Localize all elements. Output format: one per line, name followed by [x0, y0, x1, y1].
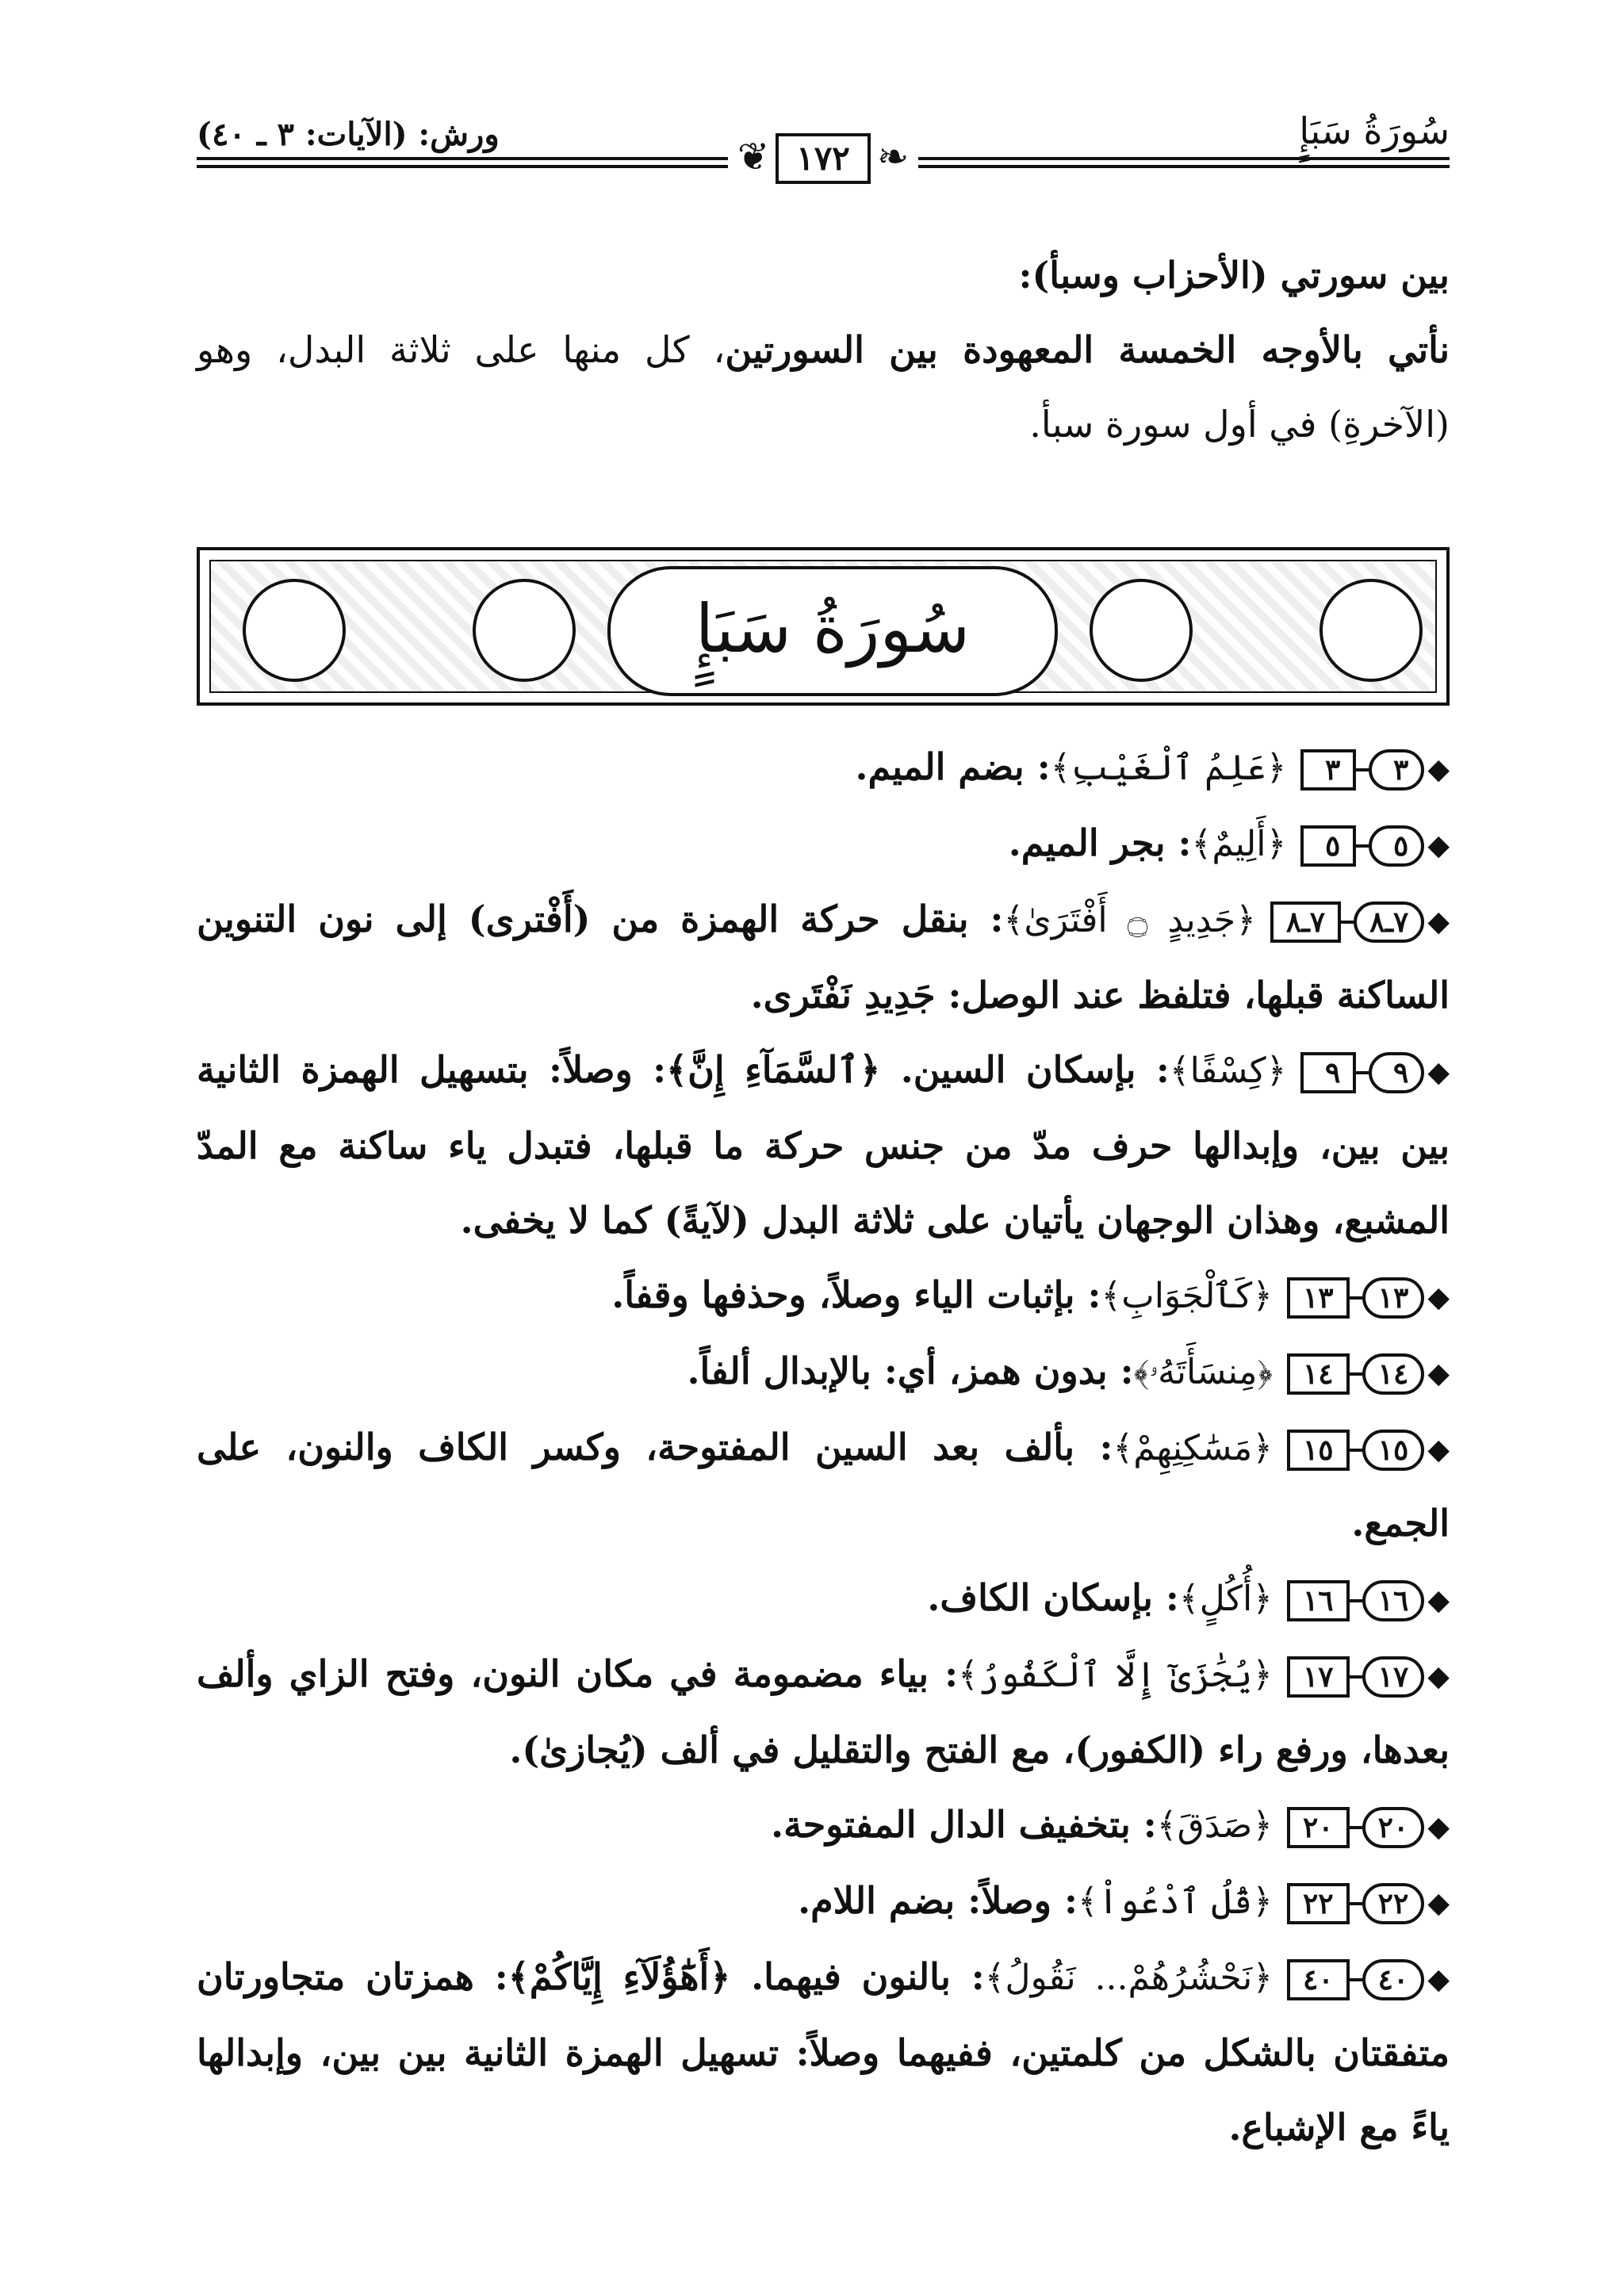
- bullet-icon: ◆: [1427, 1281, 1450, 1314]
- verse-number-box: ٥: [1300, 825, 1356, 867]
- verse-number-box: ١٦: [1287, 1580, 1350, 1621]
- ornament-icon: ❦: [737, 135, 770, 179]
- connector-line: [1350, 1826, 1362, 1829]
- bullet-icon: ◆: [1427, 1056, 1450, 1089]
- verse-number-tag: [1282, 1656, 1450, 1698]
- arabesque-medallion-icon: [1090, 579, 1193, 682]
- verse-note: [197, 1258, 1450, 1334]
- reading-rule: : بإثبات الياء وصلاً، وحذفها وقفاً.: [611, 1273, 1101, 1316]
- ornament-icon: ❧: [877, 135, 910, 179]
- bullet-icon: ◆: [1427, 1811, 1450, 1843]
- quran-word: ﴿كَٱلْجَوَابِ﴾: [1101, 1276, 1273, 1316]
- banner-pattern: [209, 560, 1437, 693]
- connector-line: [1350, 1902, 1362, 1905]
- quran-word: ﴿جَدِيدٍ ۝ أَفْتَرَىٰ﴾: [1003, 900, 1256, 940]
- connector-line: [1350, 1978, 1362, 1981]
- verse-number-tag: [1296, 749, 1450, 790]
- verse-number-box: ٤٠: [1287, 1959, 1350, 2000]
- verse-note: [197, 1334, 1450, 1410]
- verse-notes-list: [197, 729, 1450, 2165]
- connector-line: [1350, 1599, 1362, 1602]
- intro-rest-text: ، كل منها على ثلاثة البدل، وهو (الآخرةِ) في أول سورة سبأ.: [197, 328, 1450, 446]
- verse-number-oval: ٣: [1369, 749, 1424, 790]
- reading-rule: : بتخفيف الدال المفتوحة.: [771, 1803, 1157, 1846]
- reading-rule: : بدون همز، أي: بالإبدال ألفاً.: [687, 1349, 1134, 1392]
- quran-word: ﴿عَلِمُ ٱلْغَيْبِ﴾: [1050, 748, 1287, 788]
- verse-number-tag: [1282, 1807, 1450, 1848]
- header-rule: [197, 157, 728, 160]
- surah-title-header: سُورَةُ سَبَإٍ: [1299, 109, 1450, 152]
- verse-number-box: ١٣: [1287, 1277, 1350, 1319]
- connector-line: [1350, 1675, 1362, 1679]
- verse-number-oval: ٢٠: [1362, 1807, 1425, 1848]
- bullet-icon: ◆: [1427, 1963, 1450, 1996]
- verse-number-oval: ٥: [1369, 825, 1424, 867]
- reading-rule: : بإسكان السين. ﴿ٱلسَّمَآءِ إِنَّ﴾: وصلاً: بتسهيل الهمزة الثانية بين بين، وإبدالها حرف مدّ من جنس حركة ما قبلها، فتبدل ياء ساكنة مع المدّ المشبع، وهذان الوجهان يأتيان على ثلاثة البدل (لآيةً) كما لا يخفى.: [197, 1048, 1450, 1242]
- bullet-icon: ◆: [1427, 829, 1450, 862]
- verse-number-oval: ١٣: [1362, 1277, 1425, 1319]
- verse-note: [197, 1032, 1450, 1258]
- quran-word: ﴿نَحْشُرُهُمْ... نَقُولُ﴾: [984, 1958, 1273, 1998]
- reading-rule: : بإسكان الكاف.: [927, 1576, 1179, 1619]
- connector-line: [1350, 1372, 1362, 1376]
- connector-line: [1356, 768, 1369, 771]
- verse-number-tag: [1296, 1052, 1450, 1093]
- verse-number-box: ٣: [1300, 749, 1356, 790]
- page-header: [197, 101, 1450, 189]
- verse-number-tag: [1296, 825, 1450, 867]
- header-rule: [918, 165, 1450, 168]
- header-rule: [197, 165, 728, 168]
- verse-number-tag: [1282, 1353, 1450, 1395]
- verse-number-oval: ٤٠: [1362, 1959, 1425, 2000]
- quran-word: ﴿مِنسَأَتَهُۥ﴾: [1133, 1352, 1273, 1392]
- ayah-range-header: ورش: (الآيات: ٣ ـ ٤٠): [197, 116, 500, 153]
- verse-note: [197, 882, 1450, 1032]
- quran-word: ﴿صَدَقَ﴾: [1156, 1805, 1273, 1846]
- connector-line: [1356, 1071, 1369, 1074]
- connector-line: [1341, 921, 1354, 924]
- quran-word: ﴿مَسَٰكِنِهِمْ﴾: [1113, 1428, 1273, 1468]
- verse-number-box: ١٥: [1287, 1430, 1350, 1471]
- verse-number-box: ١٧: [1287, 1656, 1350, 1698]
- verse-number-tag: [1282, 1430, 1450, 1471]
- quran-word: ﴿كِسْفًا﴾: [1169, 1051, 1287, 1091]
- reading-rule: : بضم الميم.: [855, 745, 1051, 788]
- verse-number-box: ٧ـ٨: [1270, 902, 1341, 943]
- reading-rule: : بالنون فيهما. ﴿أَهَٰٓؤُلَآءِ إِيَّاكُمْ﴾: همزتان متجاورتان متفقتان بالشكل من كلمتين، ففيهما وصلاً: تسهيل الهمزة الثانية بين بين، وإبدالها ياءً مع الإشباع.: [197, 1955, 1450, 2149]
- verse-number-oval: ١٥: [1362, 1430, 1425, 1471]
- verse-note: [197, 1863, 1450, 1939]
- quran-word: ﴿أُكُلٍ﴾: [1178, 1579, 1273, 1619]
- verse-number-tag: [1282, 1959, 1450, 2000]
- verse-note: [197, 1939, 1450, 2165]
- bullet-icon: ◆: [1427, 1584, 1450, 1617]
- connector-line: [1350, 1296, 1362, 1300]
- bullet-icon: ◆: [1427, 1434, 1450, 1466]
- verse-number-oval: ٧ـ٨: [1354, 902, 1424, 943]
- connector-line: [1356, 844, 1369, 848]
- verse-number-tag: [1282, 1883, 1450, 1924]
- bullet-icon: ◆: [1427, 753, 1450, 786]
- reading-rule: : وصلاً: بضم اللام.: [798, 1879, 1078, 1922]
- bullet-icon: ◆: [1427, 1887, 1450, 1920]
- verse-number-box: ٩: [1300, 1052, 1356, 1093]
- verse-number-oval: ١٦: [1362, 1580, 1425, 1621]
- intro-bold-text: نأتي بالأوجه الخمسة المعهودة بين السورتين: [725, 328, 1450, 371]
- connector-line: [1350, 1449, 1362, 1452]
- surah-banner-title: سُورَةُ سَبَإٍ: [607, 566, 1058, 696]
- reading-rule: : بجر الميم.: [1008, 821, 1192, 864]
- verse-note: [197, 1410, 1450, 1560]
- verse-number-tag: [1282, 1580, 1450, 1621]
- verse-number-oval: ١٤: [1362, 1353, 1425, 1395]
- page-number: ١٧٢: [776, 133, 871, 184]
- bullet-icon: ◆: [1427, 1357, 1450, 1390]
- reading-rule: : بياء مضمومة في مكان النون، وفتح الزاي وألف بعدها، ورفع راء (الكفور)، مع الفتح والتقليل في ألف (يُجازىٰ).: [197, 1652, 1450, 1771]
- arabesque-medallion-icon: [1320, 579, 1423, 682]
- intro-paragraph: [197, 312, 1450, 461]
- quran-word: ﴿أَلِيمٌ﴾: [1191, 824, 1287, 864]
- bullet-icon: ◆: [1427, 1660, 1450, 1693]
- quran-word: ﴿قُلُ ٱدْعُواْ﴾: [1077, 1881, 1273, 1922]
- verse-note: [197, 806, 1450, 882]
- verse-note: [197, 1636, 1450, 1787]
- intro-section: [197, 238, 1450, 461]
- verse-number-tag: [1282, 1277, 1450, 1319]
- verse-number-oval: ١٧: [1362, 1656, 1425, 1698]
- verse-number-box: ٢٠: [1287, 1807, 1350, 1848]
- verse-number-box: ١٤: [1287, 1353, 1350, 1395]
- verse-number-oval: ٢٢: [1362, 1883, 1425, 1924]
- quran-word: ﴿يُجَٰزَىٰٓ إِلَّا ٱلْكَفُورُ﴾: [958, 1655, 1273, 1695]
- reading-rule: : بنقل حركة الهمزة من (أَفْترى) إلى نون التنوين الساكنة قبلها، فتلفظ عند الوصل: جَدِيدِ نَفْتَرى.: [197, 898, 1450, 1016]
- surah-banner: [197, 547, 1450, 706]
- header-rule: [918, 157, 1450, 160]
- verse-number-box: ٢٢: [1287, 1883, 1350, 1924]
- verse-note: [197, 729, 1450, 806]
- verse-note: [197, 1787, 1450, 1863]
- bullet-icon: ◆: [1427, 905, 1450, 938]
- verse-number-oval: ٩: [1369, 1052, 1424, 1093]
- reading-rule: : بألف بعد السين المفتوحة، وكسر الكاف والنون، على الجمع.: [197, 1426, 1450, 1545]
- arabesque-medallion-icon: [243, 579, 346, 682]
- arabesque-medallion-icon: [473, 579, 576, 682]
- intro-heading: بين سورتي (الأحزاب وسبأ):: [1018, 254, 1450, 297]
- verse-note: [197, 1560, 1450, 1636]
- verse-number-tag: [1266, 902, 1450, 943]
